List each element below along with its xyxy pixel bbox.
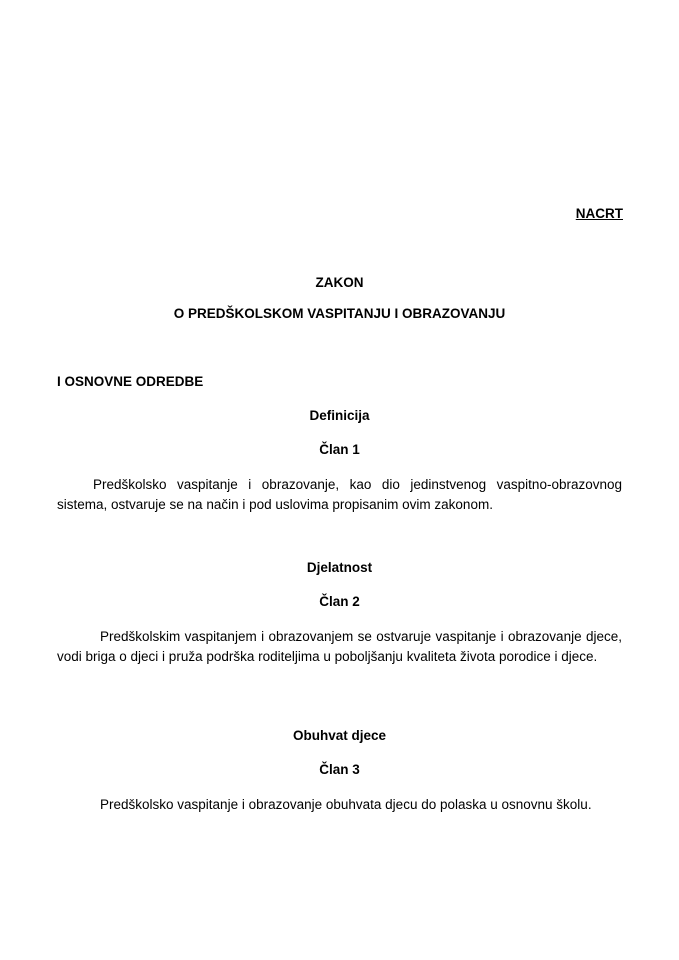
article-1-heading: Definicija <box>309 408 370 423</box>
article-3-heading: Obuhvat djece <box>292 728 387 743</box>
article-3-number: Član 3 <box>319 762 360 777</box>
article-2-text: Predškolskim vaspitanjem i obrazovanjem se ostvaruje vaspitanje i obrazovanje djece, vodi briga o djeci i pruža podrška roditeljima u poboljšanju kvaliteta života porodice i djece. <box>57 629 622 664</box>
article-1-text: Predškolsko vaspitanje i obrazovanje, kao dio jedinstvenog vaspitno-obrazovnog sistema, ostvaruje se na način i pod uslovima propisanim ovim zakonom. <box>57 477 622 512</box>
article-2-heading: Djelatnost <box>306 560 373 575</box>
article-2-number: Član 2 <box>319 594 360 609</box>
law-title: ZAKON <box>315 275 364 290</box>
section-heading: I OSNOVNE ODREDBE <box>57 374 204 389</box>
article-3-text: Predškolsko vaspitanje i obrazovanje obuhvata djecu do polaska u osnovnu školu. <box>100 797 592 812</box>
article-1-number: Član 1 <box>319 442 360 457</box>
law-subtitle: O PREDŠKOLSKOM VASPITANJU I OBRAZOVANJU <box>173 306 506 321</box>
draft-label: NACRT <box>575 206 623 221</box>
